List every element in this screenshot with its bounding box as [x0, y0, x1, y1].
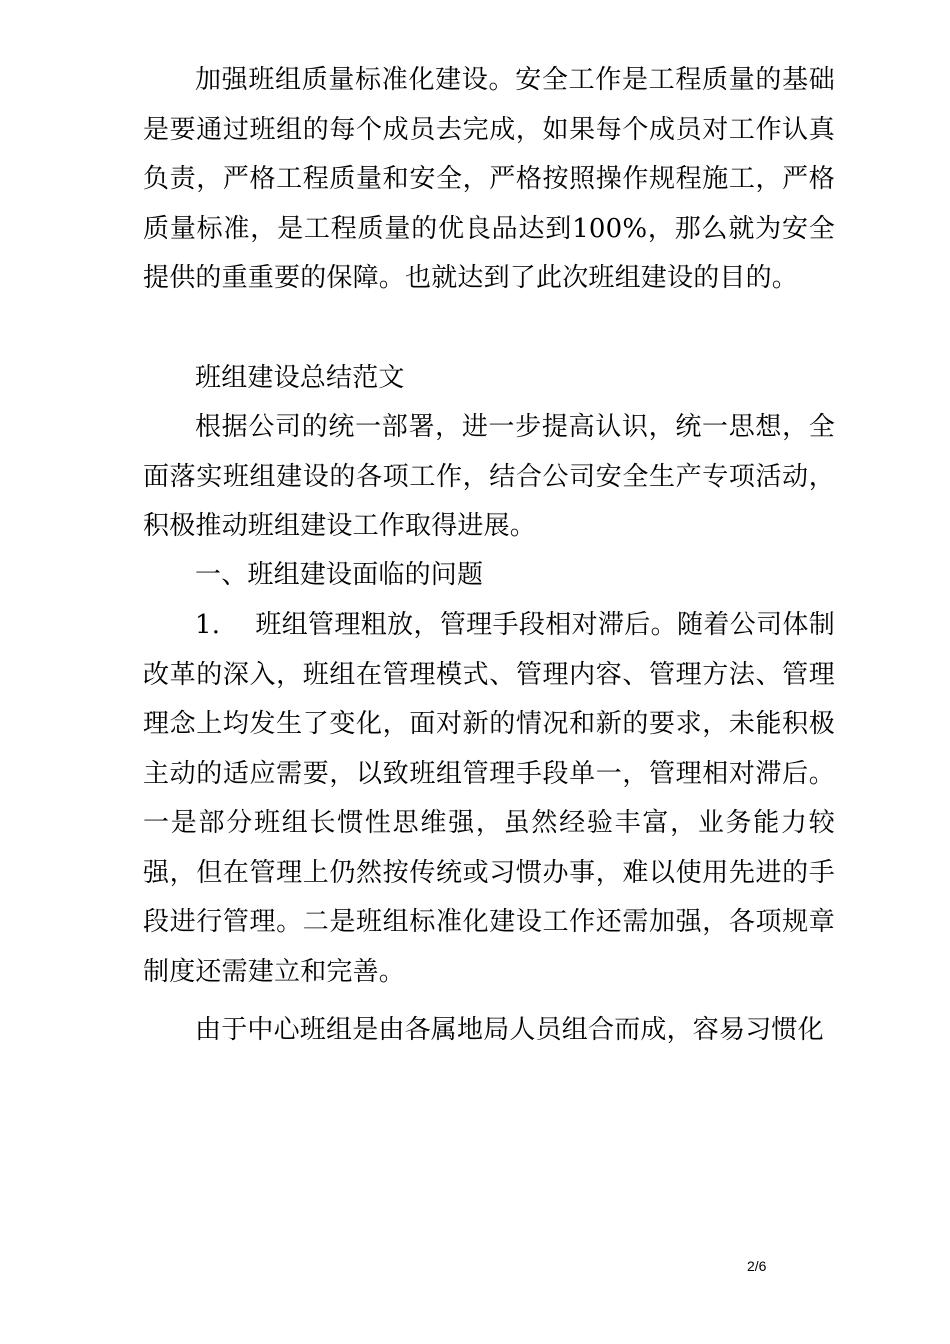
paragraph-intro: 根据公司的统一部署，进一步提高认识，统一思想，全面落实班组建设的各项工作，结合公司安全生产专项活动，积极推动班组建设工作取得进展。 — [143, 412, 835, 541]
paragraph-problem-1: 1. 班组管理粗放，管理手段相对滞后。随着公司体制改革的深入，班组在管理模式、管理内容、管理方法、管理理念上均发生了变化，面对新的情况和新的要求，未能积极主动的适应需要，以致班组管理手段单一，管理相对滞后。一是部分班组长惯性思维强，虽然经验丰富，业务能力较强，但在管理上仍然按传统或习惯办事，难以使用先进的手段进行管理。二是班组标准化建设工作还需加强，各项规章制度还需建立和完善。 — [143, 610, 835, 987]
paragraph-continuation: 由于中心班组是由各属地局人员组合而成，容易习惯化 — [195, 1015, 824, 1045]
page-number: 2/6 — [747, 1258, 767, 1274]
heading-problems: 一、班组建设面临的问题 — [195, 560, 484, 590]
section-title: 班组建设总结范文 — [195, 363, 405, 393]
paragraph-quality-standardization: 加强班组质量标准化建设。安全工作是工程质量的基础是要通过班组的每个成员去完成，如果每个成员对工作认真负责，严格工程质量和安全，严格按照操作规程施工，严格质量标准，是工程质量的优良品达到100%，那么就为安全提供的重重要的保障。也就达到了此次班组建设的目的。 — [143, 65, 835, 293]
